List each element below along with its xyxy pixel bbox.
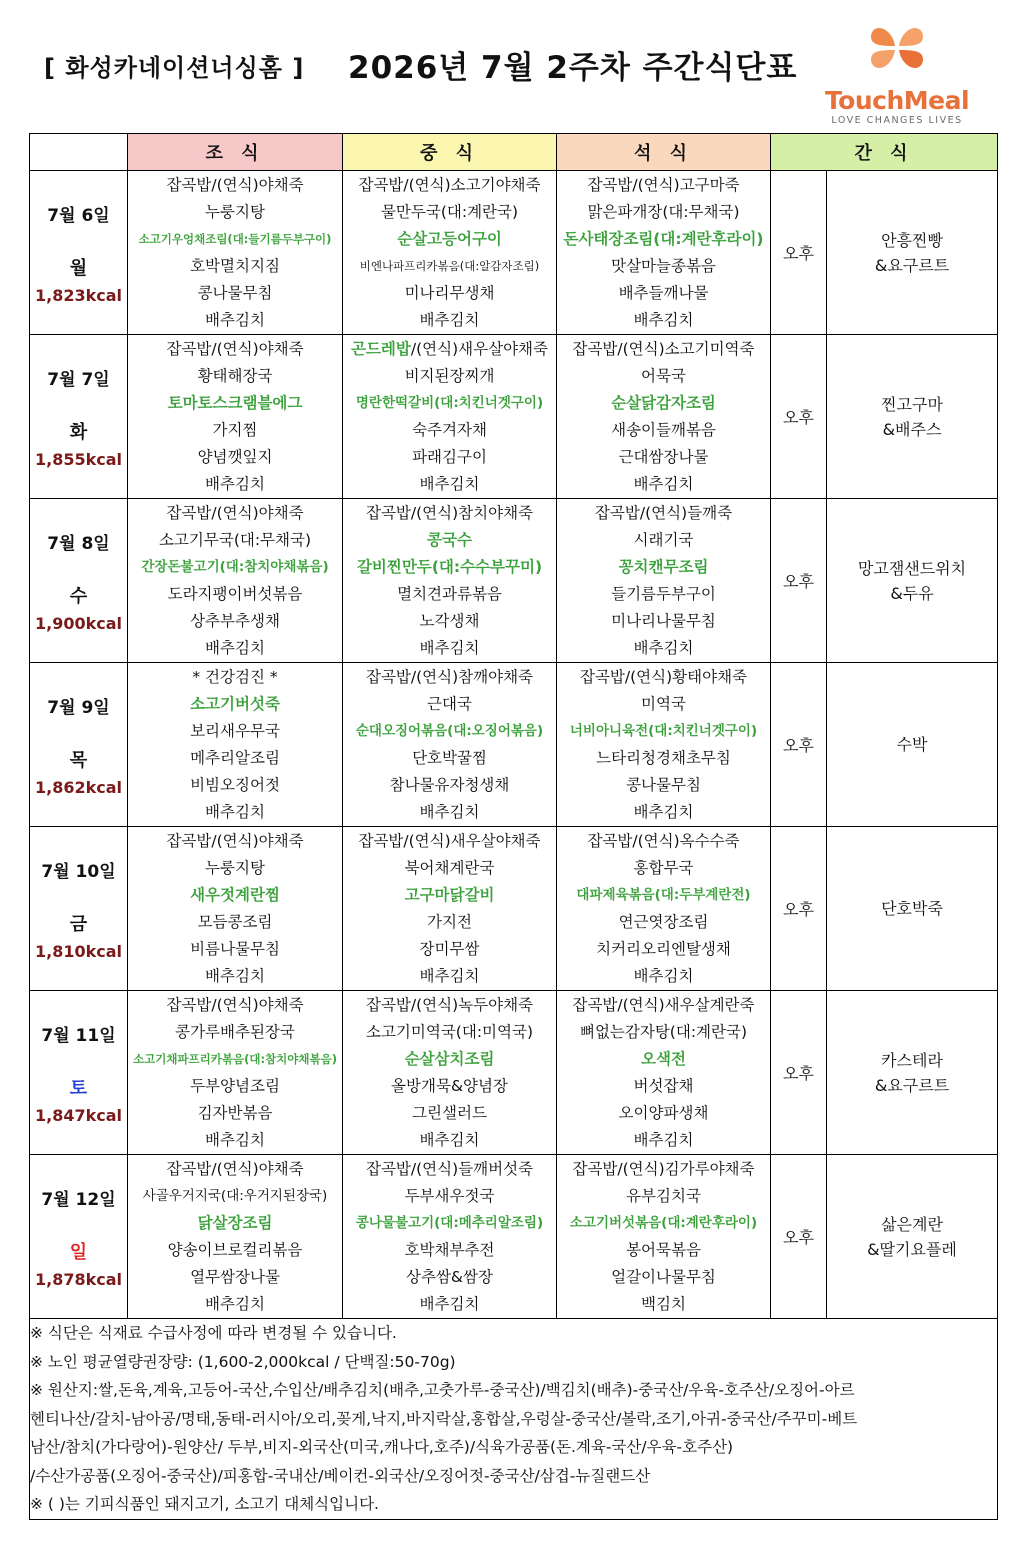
breakfast-cell <box>128 663 343 827</box>
menu-item: 잡곡밥/(연식)야채죽 <box>166 832 304 850</box>
menu-item <box>343 336 556 363</box>
note-line: 헨티나산/갈치-남아공/명태,동태-러시아/오리,꽂게,낙지,바지락살,홍합살,우렁살-중국산/볼락,조기,아귀-중국산/주꾸미-베트 <box>30 1409 858 1428</box>
menu-item: 가지전 <box>427 913 472 931</box>
day-kcal: 1,855kcal <box>34 449 122 469</box>
menu-item: 잡곡밥/(연식)소고기미역죽 <box>572 340 755 358</box>
menu-item: 너비아니육전(대:치킨너겟구이) <box>569 723 758 739</box>
menu-item: 호박채부추전 <box>404 1241 495 1259</box>
snack-time: 오후 <box>771 499 827 663</box>
snack-cell <box>827 991 998 1155</box>
menu-item: 맑은파개장(대:무채국) <box>587 203 740 221</box>
weekly-menu-table <box>29 133 998 1520</box>
menu-item: 잡곡밥/(연식)녹두야채죽 <box>365 996 534 1014</box>
menu-item: 배추김치 <box>633 639 694 657</box>
menu-item: 돈사태장조림(대:계란후라이) <box>563 230 764 248</box>
menu-item: 맛살마늘종볶음 <box>611 257 716 275</box>
menu-item: 콩나물불고기(대:메추리알조림) <box>355 1215 544 1231</box>
header-snack: 간 식 <box>771 134 998 171</box>
menu-item: 콩나물무침 <box>197 284 273 302</box>
snack-time: 오후 <box>771 1155 827 1319</box>
day-cell <box>30 335 128 499</box>
menu-item: 도라지팽이버섯볶음 <box>167 585 303 603</box>
lunch-cell <box>343 335 557 499</box>
menu-item: 소고기버섯볶음(대:계란후라이) <box>569 1215 758 1231</box>
page-title: 2026년 7월 2주차 주간식단표 <box>348 50 798 86</box>
snack-time: 오후 <box>771 991 827 1155</box>
lunch-cell <box>343 171 557 335</box>
menu-item: 모듬콩조림 <box>197 913 273 931</box>
snack-item: 망고잼샌드위치 <box>857 558 967 578</box>
day-weekday: 토 <box>69 1077 88 1099</box>
note-line: 남산/참치(가다랑어)-원양산/ 두부,비지-외국산(미국,캐나다,호주)/식육가공품(돈.계육-국산/우육-호주산) <box>30 1438 734 1456</box>
menu-item: 호박멸치지짐 <box>190 257 280 275</box>
day-date: 7월 6일 <box>47 205 110 226</box>
menu-item: 보리새우무국 <box>190 722 280 740</box>
menu-item: 노각생채 <box>419 612 480 630</box>
menu-item: 배추김치 <box>419 1131 480 1149</box>
day-kcal: 1,823kcal <box>34 285 122 305</box>
menu-item: 잡곡밥/(연식)야채죽 <box>166 1160 304 1178</box>
menu-item: 잡곡밥/(연식)황태야채죽 <box>579 668 748 686</box>
menu-item: 새우젓계란찜 <box>190 886 280 904</box>
header-dinner: 석 식 <box>557 134 771 171</box>
menu-item: 연근엿장조림 <box>618 913 709 931</box>
lunch-cell <box>343 1155 557 1319</box>
menu-item: 순살삼치조림 <box>404 1050 495 1068</box>
menu-item: 잡곡밥/(연식)참깨야채죽 <box>365 668 534 686</box>
day-date: 7월 12일 <box>41 1189 116 1210</box>
dinner-cell <box>557 335 771 499</box>
day-row <box>30 171 998 335</box>
dinner-cell <box>557 991 771 1155</box>
note-line: ※ 노인 평균열량권장량: (1,600-2,000kcal / 단백질:50-70g) <box>30 1352 456 1371</box>
menu-item: 비름나물무침 <box>190 940 280 958</box>
header-blank <box>30 134 128 171</box>
menu-item-rest: /(연식)새우살야채죽 <box>410 340 548 358</box>
notes-row <box>30 1319 998 1520</box>
menu-item: 잡곡밥/(연식)고구마죽 <box>587 176 740 194</box>
day-kcal: 1,878kcal <box>34 1269 122 1289</box>
snack-time: 오후 <box>771 663 827 827</box>
menu-item-highlight: 곤드레밥 <box>350 340 411 358</box>
header-breakfast: 조 식 <box>128 134 343 171</box>
snack-item: &배주스 <box>882 419 942 439</box>
menu-item: 배추김치 <box>205 1295 265 1313</box>
menu-item: 근대국 <box>427 695 472 713</box>
menu-item: * 건강검진 * <box>192 668 278 686</box>
menu-item: 시래기국 <box>633 531 694 549</box>
day-row <box>30 335 998 499</box>
menu-item: 봉어묵볶음 <box>626 1241 701 1259</box>
day-cell <box>30 827 128 991</box>
day-weekday: 일 <box>69 1241 88 1263</box>
dinner-cell <box>557 499 771 663</box>
menu-item: 누룽지탕 <box>205 859 265 877</box>
menu-item: 순대오징어볶음(대:오징어볶음) <box>355 723 544 739</box>
logo-tagline: LOVE CHANGES LIVES <box>831 115 963 126</box>
day-weekday: 화 <box>69 421 88 443</box>
menu-item: 미역국 <box>641 695 686 713</box>
day-cell <box>30 991 128 1155</box>
menu-body <box>30 171 998 1319</box>
notes-cell <box>30 1319 998 1520</box>
menu-item: 오이양파생채 <box>618 1104 709 1122</box>
day-weekday: 금 <box>69 913 88 935</box>
snack-time: 오후 <box>771 827 827 991</box>
table-header-row <box>30 134 998 171</box>
day-cell <box>30 499 128 663</box>
breakfast-cell <box>128 499 343 663</box>
dinner-cell <box>557 827 771 991</box>
menu-item: 닭살장조림 <box>197 1214 273 1232</box>
menu-item: 들기름두부구이 <box>611 585 716 603</box>
menu-item: 그린샐러드 <box>412 1104 487 1122</box>
snack-item: &두유 <box>890 583 934 603</box>
menu-item: 잡곡밥/(연식)야채죽 <box>166 176 304 194</box>
menu-item: 배추김치 <box>633 803 694 821</box>
menu-item: 비지된장찌개 <box>404 367 495 385</box>
menu-item: 메추리알조림 <box>190 749 280 767</box>
lunch-cell <box>343 499 557 663</box>
breakfast-cell <box>128 991 343 1155</box>
lunch-cell <box>343 663 557 827</box>
menu-item: 배추김치 <box>205 311 265 329</box>
clover-icon <box>812 12 982 88</box>
menu-item: 순살닭감자조림 <box>611 394 716 412</box>
menu-item: 유부김치국 <box>626 1187 701 1205</box>
snack-cell <box>827 1155 998 1319</box>
menu-item: 올방개묵&양념장 <box>391 1077 508 1095</box>
menu-item: 백김치 <box>641 1295 686 1313</box>
menu-item: 소고기무국(대:무채국) <box>158 531 312 549</box>
menu-item: 배추김치 <box>419 639 480 657</box>
menu-item: 배추김치 <box>205 475 265 493</box>
menu-item: 단호박꿀찜 <box>412 749 487 767</box>
menu-item: 토마토스크램블에그 <box>167 394 303 412</box>
menu-item: 비엔나파프리카볶음(대:알감자조림) <box>359 259 540 273</box>
snack-cell <box>827 171 998 335</box>
menu-item: 배추김치 <box>205 967 265 985</box>
menu-item: 간장돈불고기(대:참치야채볶음) <box>141 559 329 575</box>
menu-item: 소고기채파프리카볶음(대:참치야채볶음) <box>133 1052 337 1066</box>
snack-item: &딸기요플레 <box>867 1239 957 1259</box>
snack-item: &요구르트 <box>874 255 950 275</box>
menu-item: 양송이브로컬리볶음 <box>167 1241 303 1259</box>
day-row <box>30 1155 998 1319</box>
snack-item: 안흥찐빵 <box>881 230 943 250</box>
day-weekday: 월 <box>69 257 88 279</box>
menu-item: 잡곡밥/(연식)새우살계란죽 <box>572 996 755 1014</box>
menu-item: 명란한떡갈비(대:치킨너겟구이) <box>355 395 544 411</box>
menu-item: 두부새우젓국 <box>404 1187 495 1205</box>
menu-item: 갈비찐만두(대:수수부꾸미) <box>356 558 543 576</box>
day-date: 7월 7일 <box>47 369 110 390</box>
menu-item: 잡곡밥/(연식)야채죽 <box>166 996 304 1014</box>
menu-item: 잡곡밥/(연식)새우살야채죽 <box>358 832 541 850</box>
menu-item: 참나물유자청생채 <box>389 776 510 794</box>
menu-item: 잡곡밥/(연식)옥수수죽 <box>587 832 740 850</box>
menu-item: 소고기우엉채조림(대:들기름두부구이) <box>138 232 332 246</box>
menu-item: 상추부추생채 <box>190 612 280 630</box>
menu-item: 파래김구이 <box>412 448 487 466</box>
day-row <box>30 499 998 663</box>
menu-item: 배추김치 <box>419 475 480 493</box>
menu-item: 콩가루배추된장국 <box>175 1023 295 1041</box>
day-row <box>30 827 998 991</box>
breakfast-cell <box>128 1155 343 1319</box>
breakfast-cell <box>128 335 343 499</box>
menu-item: 양념깻잎지 <box>197 448 273 466</box>
menu-item: 어묵국 <box>641 367 686 385</box>
day-row <box>30 663 998 827</box>
day-cell <box>30 171 128 335</box>
menu-item: 멸치견과류볶음 <box>397 585 502 603</box>
menu-item: 대파제육볶음(대:두부계란전) <box>576 887 751 903</box>
note-line: /수산가공품(오징어-중국산)/피홍합-국내산/베이컨-외국산/오징어젓-중국산/삼겹-뉴질랜드산 <box>30 1466 651 1485</box>
menu-item: 미나리무생채 <box>404 284 495 302</box>
snack-item: 삶은계란 <box>881 1214 943 1234</box>
menu-item: 꽁치캔무조림 <box>618 558 709 576</box>
menu-item: 콩국수 <box>427 531 472 549</box>
snack-item: 찐고구마 <box>881 394 943 414</box>
lunch-cell <box>343 991 557 1155</box>
menu-item: 잡곡밥/(연식)소고기야채죽 <box>358 176 541 194</box>
note-line: ※ 식단은 식재료 수급사정에 따라 변경될 수 있습니다. <box>30 1324 397 1342</box>
menu-item: 누룽지탕 <box>205 203 265 221</box>
day-date: 7월 10일 <box>41 861 116 882</box>
menu-item: 홍합무국 <box>633 859 694 877</box>
menu-item: 미나리나물무침 <box>611 612 716 630</box>
menu-item: 잡곡밥/(연식)김가루야채죽 <box>572 1160 755 1178</box>
menu-item: 배추김치 <box>633 1131 694 1149</box>
menu-item: 배추김치 <box>205 639 265 657</box>
menu-item: 잡곡밥/(연식)야채죽 <box>166 504 304 522</box>
snack-cell <box>827 663 998 827</box>
snack-item: 단호박죽 <box>881 899 943 918</box>
day-date: 7월 9일 <box>47 697 110 718</box>
menu-item: 물만두국(대:계란국) <box>380 203 519 221</box>
breakfast-cell <box>128 827 343 991</box>
menu-item: 잡곡밥/(연식)야채죽 <box>166 340 304 358</box>
menu-item: 새송이들깨볶음 <box>611 421 716 439</box>
day-kcal: 1,862kcal <box>34 777 122 797</box>
menu-item: 상추쌈&쌈장 <box>406 1268 493 1286</box>
menu-item: 황태해장국 <box>197 367 273 385</box>
header-lunch: 중 식 <box>343 134 557 171</box>
touchmeal-logo <box>812 12 982 130</box>
menu-item: 근대쌈장나물 <box>618 448 709 466</box>
menu-item: 배추김치 <box>633 967 694 985</box>
day-kcal: 1,810kcal <box>34 941 122 961</box>
dinner-cell <box>557 663 771 827</box>
facility-name: [ 화성카네이션너싱홈 ] <box>44 54 305 82</box>
snack-time: 오후 <box>771 335 827 499</box>
menu-item: 장미무쌈 <box>419 940 480 958</box>
menu-item: 소고기미역국(대:미역국) <box>365 1023 534 1041</box>
menu-item: 잡곡밥/(연식)참치야채죽 <box>365 504 534 522</box>
snack-time: 오후 <box>771 171 827 335</box>
snack-item: &요구르트 <box>874 1075 950 1095</box>
menu-item: 배추들깨나물 <box>618 284 709 302</box>
menu-item: 북어채계란국 <box>404 859 495 877</box>
menu-item: 소고기버섯죽 <box>190 695 280 713</box>
day-cell <box>30 1155 128 1319</box>
lunch-cell <box>343 827 557 991</box>
menu-item: 순살고등어구이 <box>397 230 502 248</box>
menu-item: 사골우거지국(대:우거지된장국) <box>142 1188 328 1204</box>
menu-item: 열무쌈장나물 <box>190 1268 280 1286</box>
menu-item: 비빔오징어젓 <box>190 776 280 794</box>
menu-item: 가지찜 <box>212 421 258 439</box>
menu-item: 느타리청경채초무침 <box>596 749 731 767</box>
snack-item: 카스테라 <box>881 1050 943 1070</box>
menu-item: 잡곡밥/(연식)들깨죽 <box>594 504 733 522</box>
menu-item: 배추김치 <box>633 475 694 493</box>
day-weekday: 목 <box>69 749 88 771</box>
menu-item: 얼갈이나물무침 <box>611 1268 716 1286</box>
menu-item: 김자반볶음 <box>197 1104 273 1122</box>
menu-item: 버섯잡채 <box>633 1077 694 1095</box>
snack-cell <box>827 499 998 663</box>
menu-item: 콩나물무침 <box>626 776 701 794</box>
day-kcal: 1,847kcal <box>34 1105 122 1125</box>
breakfast-cell <box>128 171 343 335</box>
note-line: ※ ( )는 기피식품인 돼지고기, 소고기 대체식입니다. <box>30 1495 379 1513</box>
menu-item: 오색전 <box>641 1050 686 1068</box>
menu-item: 배추김치 <box>419 1295 480 1313</box>
day-date: 7월 8일 <box>47 533 110 554</box>
menu-item: 배추김치 <box>633 311 694 329</box>
note-line: ※ 원산지:쌀,돈육,계육,고등어-국산,수입산/배추김치(배추,고춧가루-중국산)/백김치(배추)-중국산/우육-호주산/오징어-아르 <box>30 1381 855 1399</box>
snack-item: 수박 <box>896 735 928 754</box>
dinner-cell <box>557 171 771 335</box>
menu-item: 치커리오리엔탈생채 <box>596 940 731 958</box>
day-kcal: 1,900kcal <box>34 613 122 633</box>
menu-item: 배추김치 <box>205 803 265 821</box>
menu-item: 배추김치 <box>419 311 480 329</box>
day-row <box>30 991 998 1155</box>
snack-cell <box>827 335 998 499</box>
dinner-cell <box>557 1155 771 1319</box>
menu-item: 배추김치 <box>205 1131 265 1149</box>
menu-item: 배추김치 <box>419 803 480 821</box>
logo-wordmark: TouchMeal <box>824 86 970 115</box>
menu-item: 배추김치 <box>419 967 480 985</box>
day-weekday: 수 <box>69 585 88 607</box>
menu-item: 고구마닭갈비 <box>404 886 495 904</box>
menu-item: 뼈없는감자탕(대:계란국) <box>579 1023 748 1041</box>
menu-item: 잡곡밥/(연식)들깨버섯죽 <box>365 1160 534 1178</box>
day-cell <box>30 663 128 827</box>
snack-cell <box>827 827 998 991</box>
menu-item: 숙주겨자채 <box>412 421 487 439</box>
day-date: 7월 11일 <box>41 1025 116 1046</box>
menu-item: 두부양념조림 <box>190 1077 280 1095</box>
